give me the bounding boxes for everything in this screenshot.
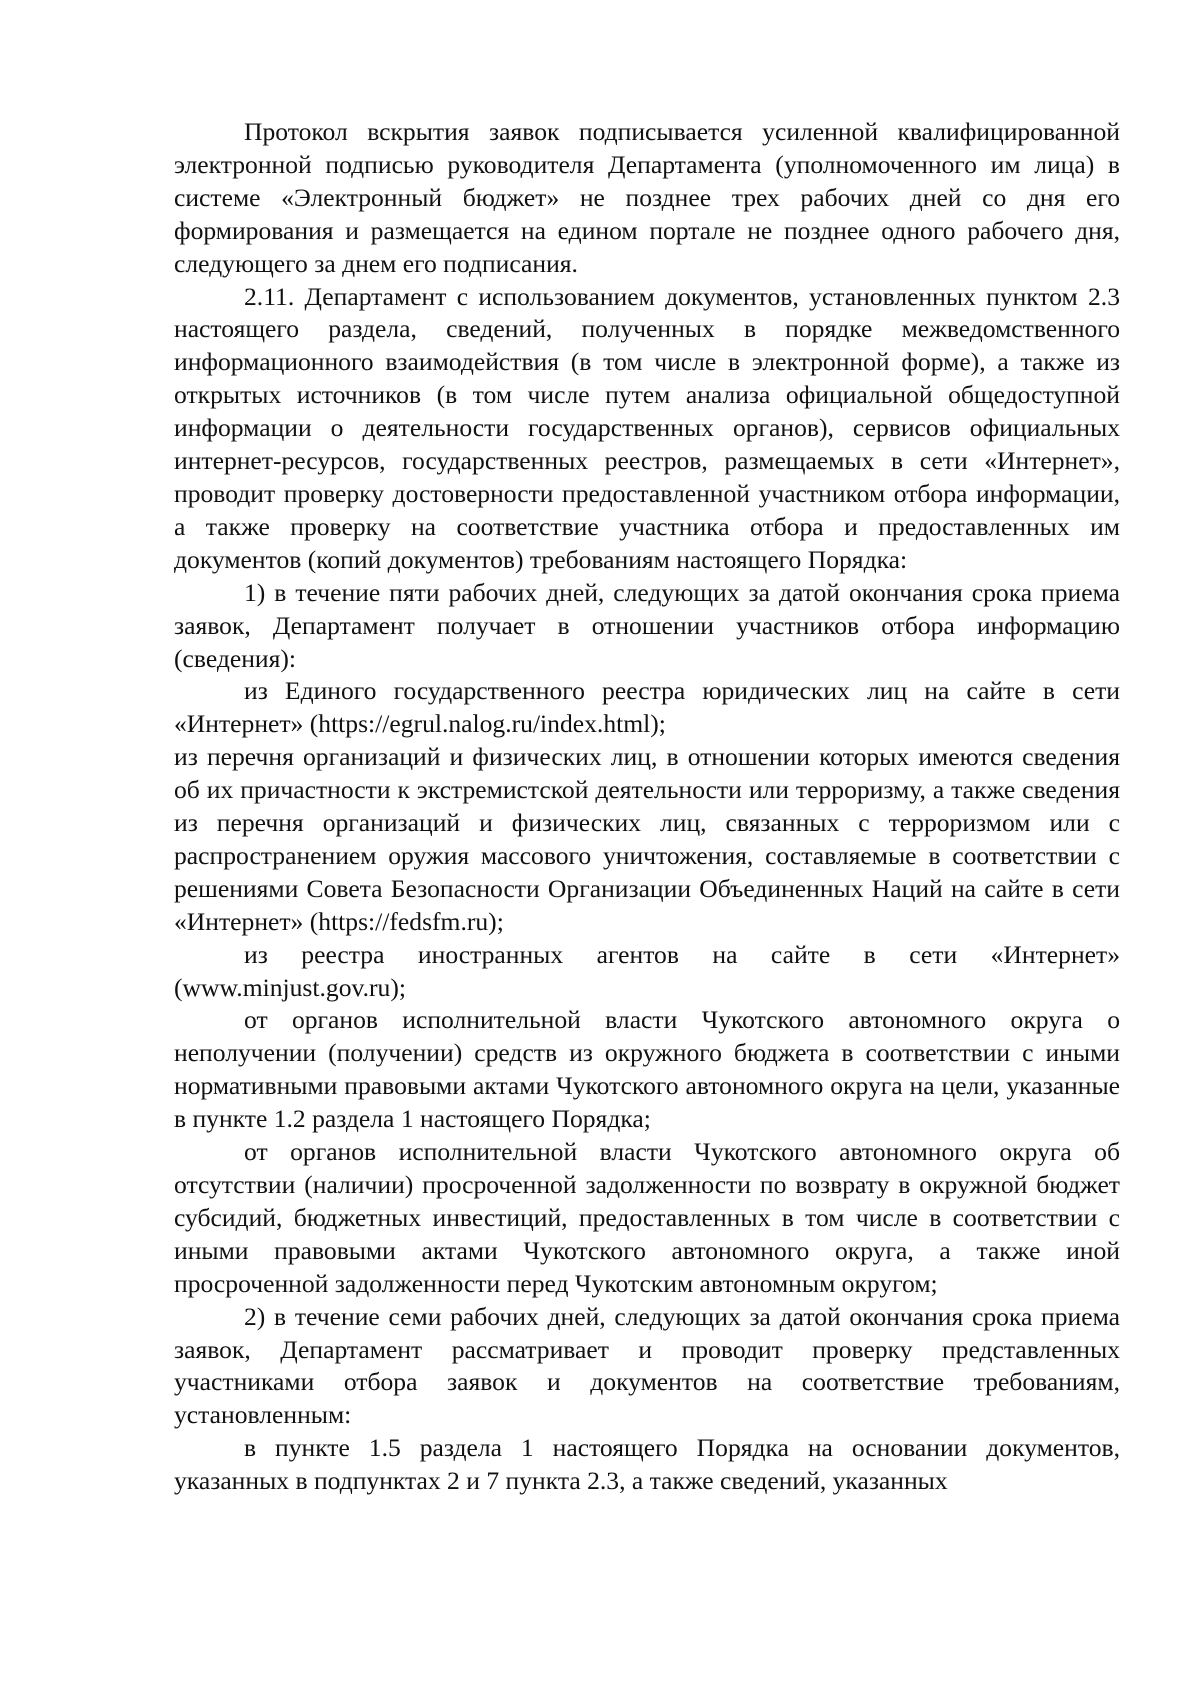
paragraph-terrorism-list: из перечня организаций и физических лиц, в отношении которых имеются сведения об их причастности к экстремистской деятельности или терроризму, а также сведения из перечня организаций и физических лиц, связанных с терроризмом или с распространением оружия массового уничтожения, составляемые в соответствии с решениями Совета Безопасности Организации Объединенных Наций на сайте в сети «Интернет» (https://fedsfm.ru); [174, 742, 1120, 936]
paragraph-item-1: 1) в течение пяти рабочих дней, следующих за датой окончания срока приема заявок, Департамент получает в отношении участников отбора информацию (сведения): [174, 577, 1120, 673]
paragraph-budget-funds: от органов исполнительной власти Чукотского автономного округа о неполучении (получении) средств из окружного бюджета в соответствии с иными нормативными правовыми актами Чукотского автономного округа на цели, указанные в пункте 1.2 раздела 1 настоящего Порядка; [174, 1005, 1120, 1134]
paragraph-2-11: 2.11. Департамент с использованием документов, установленных пунктом 2.3 настоящего раздела, сведений, полученных в порядке межведомственного информационного взаимодействия (в том числе в электронной форме), а также из открытых источников (в том числе путем анализа официальной общедоступной информации о деятельности государственных органов), сервисов официальных интернет-ресурсов, государственных реестров, размещаемых в сети «Интернет», проводит проверку достоверности предоставленной участником отбора информации, а также проверку на соответствие участника отбора и предоставленных им документов (копий документов) требованиям настоящего Порядка: [174, 281, 1120, 574]
paragraph-egrul: из Единого государственного реестра юридических лиц на сайте в сети «Интернет» (https://egrul.nalog.ru/index.html); [174, 676, 1120, 739]
paragraph-foreign-agents: из реестра иностранных агентов на сайте в сети «Интернет» (www.minjust.gov.ru); [174, 939, 1120, 1002]
paragraph-protocol-signing: Протокол вскрытия заявок подписывается усиленной квалифицированной электронной подписью руководителя Департамента (уполномоченного им лица) в системе «Электронный бюджет» не позднее трех рабочих дней со дня его формирования и размещается на едином портале не позднее одного рабочего дня, следующего за днем его подписания. [174, 117, 1120, 278]
paragraph-item-2: 2) в течение семи рабочих дней, следующих за датой окончания срока приема заявок, Департамент рассматривает и проводит проверку представленных участниками отбора заявок и документов на соответствие требованиям, установленным: [174, 1301, 1120, 1430]
paragraph-point-1-5: в пункте 1.5 раздела 1 настоящего Порядка на основании документов, указанных в подпунктах 2 и 7 пункта 2.3, а также сведений, указанных [174, 1433, 1120, 1496]
paragraph-overdue-debt: от органов исполнительной власти Чукотского автономного округа об отсутствии (наличии) просроченной задолженности по возврату в окружной бюджет субсидий, бюджетных инвестиций, предоставленных в том числе в соответствии с иными правовыми актами Чукотского автономного округа, а также иной просроченной задолженности перед Чукотским автономным округом; [174, 1137, 1120, 1298]
document-body [174, 116, 1120, 1498]
